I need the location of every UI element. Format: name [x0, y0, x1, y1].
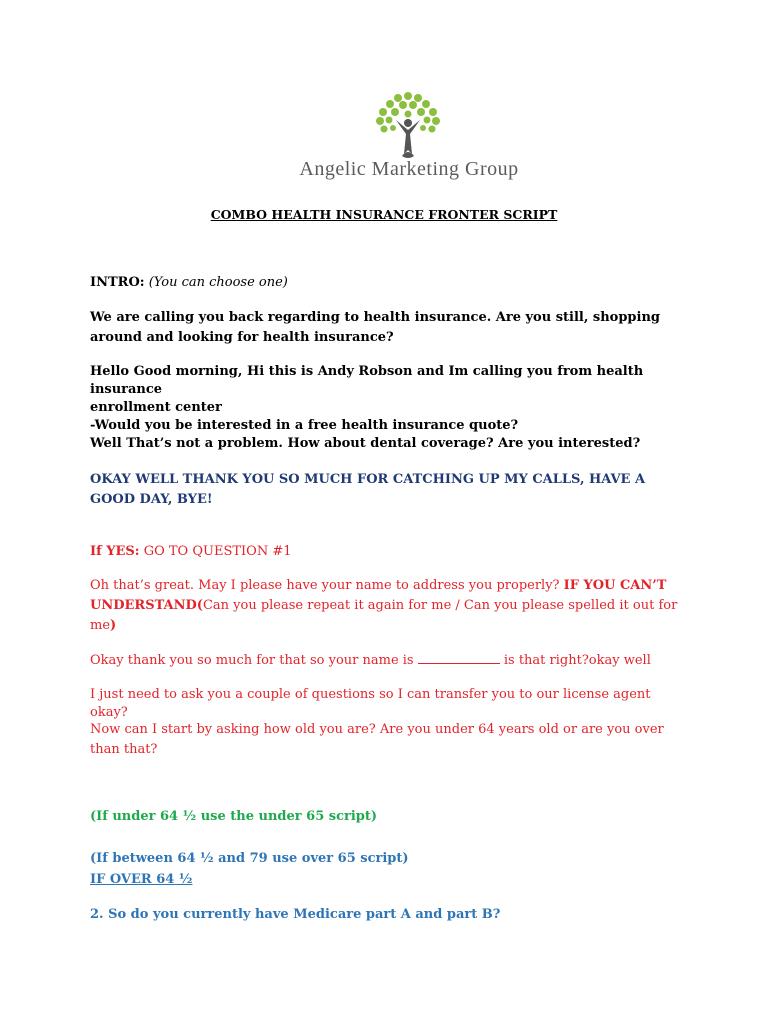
- cant-understand-label: IF YOU CAN’T UNDERSTAND(: [90, 578, 667, 613]
- tree-person-logo-icon: [368, 90, 448, 162]
- intro-option-1: We are calling you back regarding to health insurance. Are you still, shopping around and looking for health insurance?: [90, 310, 660, 345]
- intro-option-2-line-3: -Would you be interested in a free health insurance quote?: [90, 418, 519, 433]
- name-question: [90, 576, 680, 636]
- if-yes-text: GO TO QUESTION #1: [139, 544, 292, 559]
- company-name: Angelic Marketing Group: [299, 158, 519, 180]
- transfer-line: I just need to ask you a couple of questions so I can transfer you to our license agent okay?: [90, 687, 651, 720]
- over-64-heading: IF OVER 64 ½: [90, 872, 193, 887]
- intro-option-2-line-1: Hello Good morning, Hi this is Andy Robson and Im calling you from health insurance: [90, 364, 644, 397]
- repeat-request: Can you please repeat it again for me / Can you please spelled it out for me: [90, 598, 678, 633]
- document-title: COMBO HEALTH INSURANCE FRONTER SCRIPT: [210, 207, 558, 222]
- intro-option-2-line-2: enrollment center: [90, 400, 222, 415]
- company-logo: [268, 90, 550, 195]
- close-paren: ): [110, 618, 117, 633]
- intro-line: [90, 274, 690, 292]
- closing-line: OKAY WELL THANK YOU SO MUCH FOR CATCHING UP MY CALLS, HAVE A GOOD DAY, BYE!: [90, 472, 646, 507]
- between-instruction: (If between 64 ½ and 79 use over 65 script): [90, 851, 409, 866]
- confirm-name-line: [90, 652, 690, 670]
- intro-option-2: [90, 363, 690, 453]
- intro-option-2-line-4: Well That’s not a problem. How about dental coverage? Are you interested?: [90, 436, 641, 451]
- question-2: 2. So do you currently have Medicare part A and part B?: [90, 907, 501, 922]
- confirm-before: Okay thank you so much for that so your name is: [90, 653, 418, 668]
- age-question: Now can I start by asking how old you are? Are you under 64 years old or are you over than that?: [90, 722, 664, 757]
- if-yes-label: If YES:: [90, 544, 140, 559]
- under-65-instruction: (If under 64 ½ use the under 65 script): [90, 809, 378, 824]
- if-yes-line: [90, 543, 690, 561]
- intro-label: INTRO:: [90, 275, 145, 290]
- name-question-text: Oh that’s great. May I please have your name to address you properly?: [90, 578, 564, 593]
- name-blank: [418, 653, 500, 664]
- intro-note: (You can choose one): [148, 275, 288, 290]
- confirm-after: is that right?okay well: [499, 653, 651, 668]
